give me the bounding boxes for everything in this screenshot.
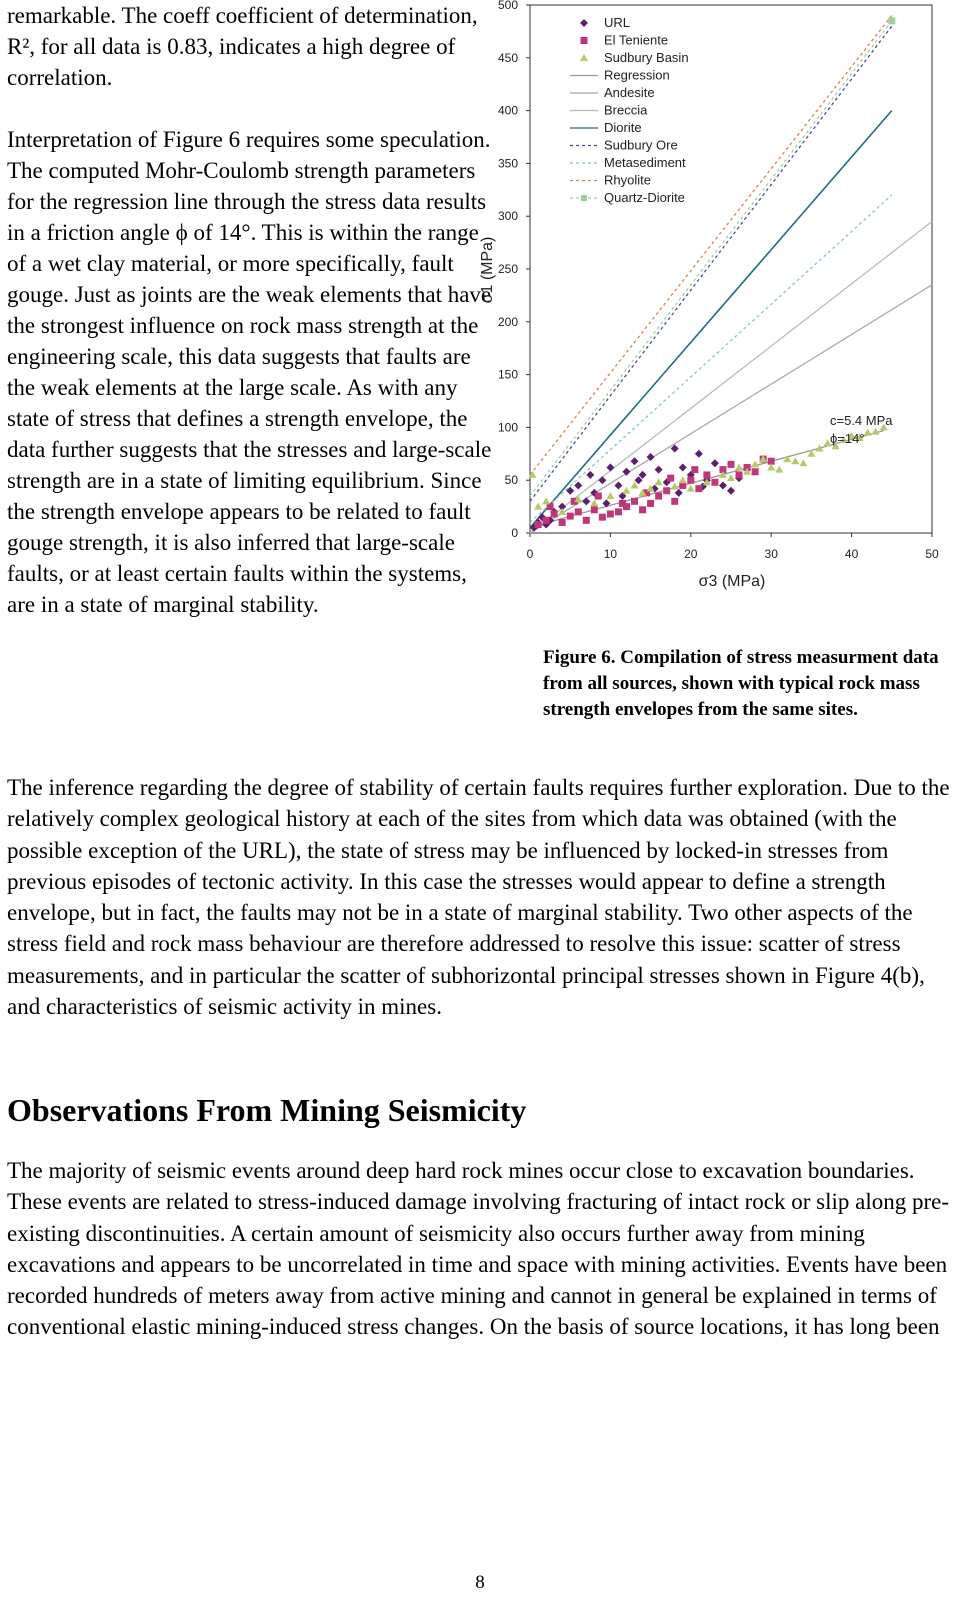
y-tick-label: 0 [511, 526, 518, 540]
data-point-sudbury-basin [534, 503, 542, 510]
legend-url-marker [580, 19, 588, 27]
data-point-el-teniente [591, 506, 598, 513]
y-tick-label: 500 [497, 0, 518, 12]
legend-regression-label: Regression [604, 67, 670, 83]
data-point-sudbury-basin [655, 478, 663, 485]
data-point-el-teniente [667, 475, 674, 482]
data-point-el-teniente [615, 508, 622, 515]
data-point-sudbury-basin [687, 485, 695, 492]
data-point-el-teniente [647, 500, 654, 507]
data-point-sudbury-basin [590, 499, 598, 506]
y-tick-label: 450 [497, 50, 518, 65]
data-point-sudbury-basin [775, 466, 783, 473]
figure-6 [470, 0, 960, 660]
data-point-url [598, 476, 606, 484]
data-point-url [574, 481, 582, 489]
data-point-el-teniente [575, 508, 582, 515]
data-point-sudbury-basin [622, 487, 630, 494]
data-point-el-teniente [619, 500, 626, 507]
data-point-el-teniente [655, 493, 662, 500]
page-number: 8 [475, 1572, 485, 1593]
data-point-sudbury-basin [791, 457, 799, 464]
legend-breccia-label: Breccia [604, 102, 648, 118]
data-point-url [711, 459, 719, 467]
data-point-url [695, 450, 703, 458]
data-point-sudbury-basin [679, 476, 687, 483]
series-line-metasediment [530, 195, 892, 522]
legend-sudbury-basin-label: Sudbury Basin [604, 50, 689, 65]
data-point-url [614, 481, 622, 489]
data-point-el-teniente [671, 498, 678, 505]
legend-diorite-label: Diorite [604, 120, 642, 135]
data-point-sudbury-basin [735, 464, 743, 471]
data-point-sudbury-basin [606, 492, 614, 499]
data-point-el-teniente [567, 513, 574, 520]
data-point-el-teniente [703, 471, 710, 478]
x-axis-label: σ3 (MPa) [698, 573, 766, 590]
paragraph-inference-text: The inference regarding the degree of stability of certain faults requires further exploration. Due to the relatively complex geological history at each of the sites from which data was obtained (with the possible exception of the URL), the state of stress may be influenced by locked-in stresses from previous episodes of tectonic activity. In this case the stresses would appear to define a strength envelope, but in fact, the faults may not be in a state of marginal stability. Two other aspects of the stress field and rock mass behaviour are therefore addressed to resolve this issue: scatter of stress measurements, and in particular the scatter of subhorizontal principal stresses shown in Figure 4(b), and characteristics of seismic activity in mines. [7, 775, 950, 1020]
data-point-sudbury-basin [799, 459, 807, 466]
legend-el-teniente-marker [581, 37, 588, 44]
series-line-andesite [530, 285, 932, 533]
legend-quartz-diorite-label: Quartz-Diorite [604, 190, 685, 205]
data-point-el-teniente [595, 493, 602, 500]
stress-chart [470, 0, 960, 660]
paragraph-inference [7, 772, 957, 1022]
data-point-sudbury-basin [751, 460, 759, 467]
legend-rhyolite-label: Rhyolite [604, 172, 651, 188]
legend-sudbury-ore-label: Sudbury Ore [604, 137, 678, 153]
section-heading: Observations From Mining Seismicity [7, 1092, 527, 1128]
data-point-el-teniente [691, 466, 698, 473]
data-point-sudbury-basin [864, 429, 872, 436]
legend-sudbury-basin-marker [580, 54, 588, 61]
y-tick-label: 250 [497, 262, 518, 276]
data-point-el-teniente [711, 479, 718, 486]
figure-caption: Figure 6. Compilation of stress measurment data from all sources, shown with typical rock mass strength envelopes from the same sites. [543, 647, 939, 720]
annotation-friction-angle: ϕ=14° [830, 431, 865, 446]
data-point-el-teniente [583, 517, 590, 524]
y-tick-label: 100 [497, 420, 518, 435]
series-line-rhyolite [530, 16, 892, 475]
y-tick-label: 150 [497, 367, 518, 382]
series-line-diorite [530, 111, 892, 528]
legend-metasediment-label: Metasediment [604, 155, 686, 170]
data-point-el-teniente [663, 487, 670, 494]
data-point-el-teniente [736, 471, 743, 478]
data-point-el-teniente [752, 468, 759, 475]
paragraph-seismicity-text: The majority of seismic events around deep hard rock mines occur close to excavation boundaries. These events are related to stress-induced damage involving fracturing of intact rock or slip along pre-existing discontinuities. A certain amount of seismicity also occurs further away from mining excavations and appears to be uncorrelated in time and space with mining activities. Events have been recorded hundreds of meters away from active mining and cannot in general be explained in terms of conventional elastic mining-induced stress changes. On the basis of source locations, it has long been [7, 1158, 950, 1340]
data-point-url [719, 481, 727, 489]
data-point-sudbury-basin [727, 474, 735, 481]
data-point-url [679, 464, 687, 472]
series-end-marker [888, 17, 895, 24]
paragraph-seismicity [7, 1155, 957, 1343]
data-point-el-teniente [607, 510, 614, 517]
data-point-url [631, 457, 639, 465]
y-tick-label: 350 [497, 156, 518, 171]
data-point-url [675, 489, 683, 497]
y-tick-label: 400 [497, 103, 518, 118]
data-point-el-teniente [535, 521, 542, 528]
y-tick-label: 300 [497, 209, 518, 224]
y-axis-label: σ1 (MPa) [479, 236, 496, 304]
data-point-sudbury-basin [671, 483, 679, 490]
data-point-el-teniente [543, 517, 550, 524]
legend-quartz-diorite-marker [581, 195, 587, 201]
data-point-el-teniente [599, 514, 606, 521]
x-tick-label: 30 [764, 547, 778, 561]
data-point-sudbury-basin [872, 428, 880, 435]
data-point-el-teniente [687, 477, 694, 484]
data-point-url [655, 466, 663, 474]
x-tick-label: 40 [844, 547, 859, 561]
x-tick-label: 10 [603, 547, 618, 561]
x-tick-label: 20 [684, 547, 698, 561]
paragraph-continuation: remarkable. The coeff coefficient of determination, R², for all data is 0.83, indicates a high degree of correlation. [7, 3, 478, 90]
data-point-el-teniente [551, 510, 558, 517]
y-tick-label: 200 [497, 314, 518, 329]
data-point-url [606, 464, 614, 472]
data-point-el-teniente [631, 498, 638, 505]
data-point-el-teniente [639, 506, 646, 513]
data-point-el-teniente [559, 519, 566, 526]
data-point-url [727, 487, 735, 495]
paragraph-interpretation: Interpretation of Figure 6 requires some speculation. The computed Mohr-Coulomb strength parameters for the regression line through the stress data results in a friction angle ϕ of 14°. This is within the range of a wet clay material, or more specifically, fault gouge. Just as joints are the weak elements that have the strongest influence on rock mass strength at the engineering scale, this data suggests that faults are the weak elements at the large scale. As with any state of stress that defines a strength envelope, the data further suggests that the stresses and large-scale strength are in a state of limiting equilibrium. Since the strength envelope appears to be related to fault gouge strength, it is also inferred that large-scale faults, or at least certain faults within the systems, are in a state of marginal stability. [7, 127, 492, 617]
legend-andesite-label: Andesite [604, 85, 655, 100]
data-point-url [586, 471, 594, 479]
series-line-breccia [530, 221, 932, 533]
data-point-sudbury-basin [542, 497, 550, 504]
left-column [7, 0, 492, 620]
x-tick-label: 50 [925, 547, 939, 561]
legend-url-label: URL [604, 15, 631, 30]
data-point-el-teniente [728, 461, 735, 468]
data-point-el-teniente [695, 485, 702, 492]
x-tick-label: 0 [526, 547, 534, 561]
data-point-url [582, 497, 590, 505]
annotation-cohesion: c=5.4 MPa [830, 413, 893, 428]
legend-el-teniente-label: El Teniente [604, 32, 669, 48]
y-tick-label: 50 [504, 473, 518, 488]
